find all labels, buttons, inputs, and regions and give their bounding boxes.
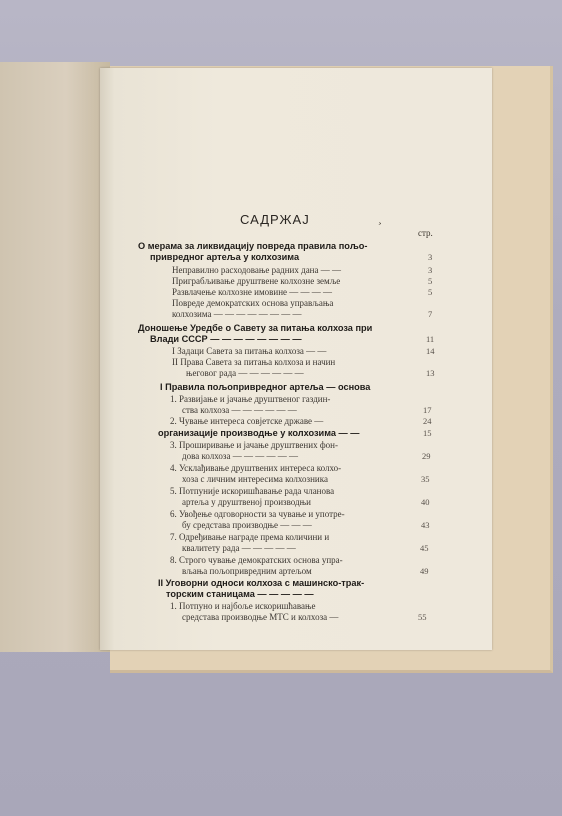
toc-page-number: 35	[421, 474, 430, 484]
page-column-label: стр.	[418, 228, 433, 238]
toc-entry: вљања пољопривредним артељом	[182, 566, 312, 576]
toc-entry: Приграбљивање друштвене колхозне земље	[172, 276, 341, 286]
toc-entry: организације производње у колхозима — —	[158, 428, 360, 438]
toc-entry: I Задаци Савета за питања колхоза — —	[172, 346, 327, 356]
pencil-mark: ¸	[378, 213, 382, 225]
toc-entry: квалитету рада — — — — —	[182, 543, 296, 553]
toc-entry: колхозима — — — — — — — —	[172, 309, 302, 319]
toc-entry: хоза с личним интересима колхозника	[182, 474, 328, 484]
toc-entry: Развлачење колхозне имовине — — — —	[172, 287, 333, 297]
toc-entry: средстава производње МТС и колхоза —	[182, 612, 339, 622]
toc-entry: Неправилно расходовање радних дана — —	[172, 265, 341, 275]
toc-entry: 1. Потпуно и најбоље искоришћавање	[170, 601, 316, 611]
toc-page-number: 43	[421, 520, 430, 530]
toc-page-number: 5	[428, 287, 433, 297]
scan-background-edge	[0, 62, 110, 652]
toc-page-number: 11	[426, 334, 435, 344]
toc-page-number: 40	[421, 497, 430, 507]
toc-page-number: 7	[428, 309, 433, 319]
toc-entry: I Правила пољопривредног артеља — основа	[160, 382, 371, 392]
toc-entry: његовог рада — — — — — —	[186, 368, 304, 378]
toc-entry: 6. Увођење одговорности за чување и употре-	[170, 509, 345, 519]
page-gutter	[100, 68, 114, 650]
toc-entry: Доношење Уредбе о Савету за питања колхоза при	[138, 323, 373, 333]
toc-page-number: 15	[423, 428, 432, 438]
toc-entry: 1. Развијање и јачање друштвеног газдин-	[170, 394, 331, 404]
toc-page-number: 24	[423, 416, 432, 426]
toc-page-number: 45	[420, 543, 429, 553]
toc-entry: привредног артеља у колхозима	[150, 252, 300, 262]
toc-entry: О мерама за ликвидацију повреда правила пољо-	[138, 241, 368, 251]
toc-entry: II Уговорни односи колхоза с машинско-трак-	[158, 578, 365, 588]
toc-entry: 3. Проширивање и јачање друштвених фон-	[170, 440, 338, 450]
toc-page-number: 3	[428, 252, 433, 262]
toc-page-number: 13	[426, 368, 435, 378]
toc-entry: дова колхоза — — — — — —	[182, 451, 298, 461]
toc-entry: 4. Усклађивање друштвених интереса колхо-	[170, 463, 342, 473]
toc-page-number: 17	[423, 405, 432, 415]
toc-entry: бу средстава производње — — —	[182, 520, 312, 530]
toc-title: САДРЖАЈ	[240, 212, 310, 227]
toc-entry: 2. Чување интереса совјетске државе —	[170, 416, 324, 426]
toc-entry: II Права Савета за питања колхоза и начин	[172, 357, 336, 367]
toc-entry: 5. Потпуније искоришћавање рада чланова	[170, 486, 335, 496]
toc-page-number: 55	[418, 612, 427, 622]
toc-page-number: 49	[420, 566, 429, 576]
toc-entry: артеља у друштвеној производњи	[182, 497, 311, 507]
toc-entry: Повреде демократских основа управљања	[172, 298, 334, 308]
toc-entry: торским станицама — — — — —	[166, 589, 314, 599]
toc-page-number: 5	[428, 276, 433, 286]
toc-entry: 8. Строго чување демократских основа упра-	[170, 555, 343, 565]
toc-entry: ства колхоза — — — — — —	[182, 405, 297, 415]
toc-entry: Влади СССР — — — — — — — —	[150, 334, 302, 344]
toc-page-number: 29	[422, 451, 431, 461]
toc-entry: 7. Одређивање награде према количини и	[170, 532, 330, 542]
toc-page-number: 14	[426, 346, 435, 356]
toc-page-number: 3	[428, 265, 433, 275]
